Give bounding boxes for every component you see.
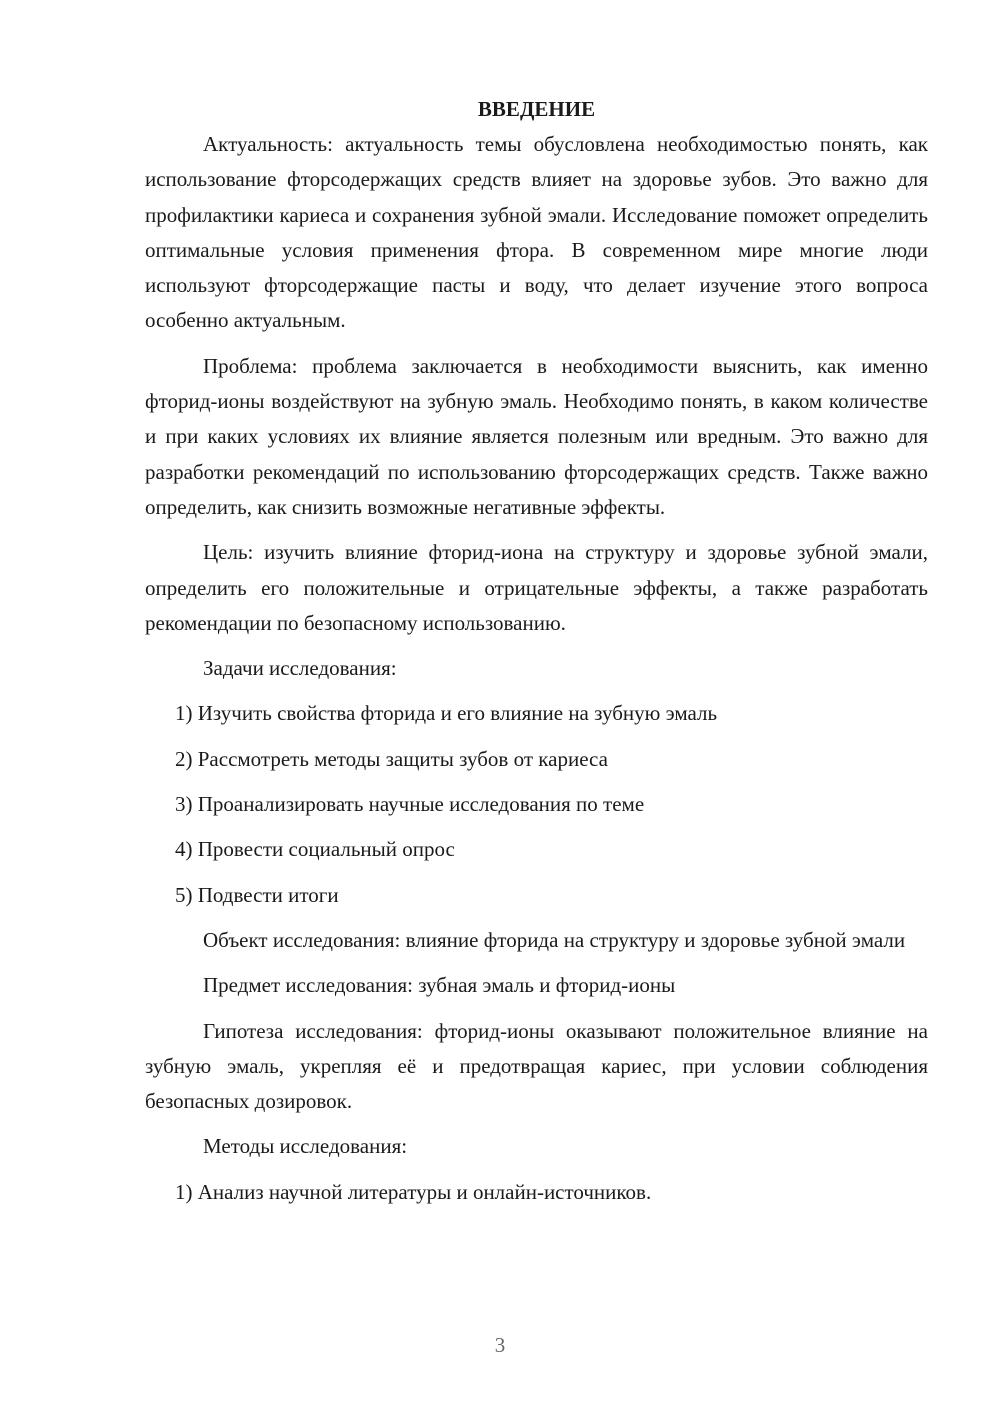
page-number: 3	[494, 1333, 506, 1357]
task-item: 1) Изучить свойства фторида и его влияние на зубную эмаль	[175, 701, 718, 726]
page-content	[145, 92, 928, 1220]
goal-paragraph: Цель: изучить влияние фторид-иона на структуру и здоровье зубной эмали, определить его положительные и отрицательные эффекты, а также разработать рекомендации по безопасному использованию.	[145, 540, 928, 635]
task-item: 4) Провести социальный опрос	[175, 837, 455, 862]
object-paragraph: Объект исследования: влияние фторида на структуру и здоровье зубной эмали	[203, 927, 906, 952]
task-item: 5) Подвести итоги	[175, 882, 339, 907]
task-item: 2) Рассмотреть методы защиты зубов от кариеса	[175, 746, 608, 771]
hypothesis-paragraph: Гипотеза исследования: фторид-ионы оказывают положительное влияние на зубную эмаль, укрепляя её и предотвращая кариес, при условии соблюдения безопасных дозировок.	[145, 1018, 928, 1114]
task-item: 3) Проанализировать научные исследования по теме	[175, 792, 645, 817]
problem-paragraph: Проблема: проблема заключается в необходимости выяснить, как именно фторид-ионы воздействуют на зубную эмаль. Необходимо понять, в каком количестве и при каких условиях их влияние является полезным или вредным. Это важно для разработки рекомендаций по использованию фторсодержащих средств. Также важно определить, как снизить возможные негативные эффекты.	[145, 353, 928, 519]
section-title: ВВЕДЕНИЕ	[477, 97, 596, 121]
relevance-paragraph: Актуальность: актуальность темы обусловлена необходимостью понять, как использование фторсодержащих средств влияет на здоровье зубов. Это важно для профилактики кариеса и сохранения зубной эмали. Исследование поможет определить оптимальные условия применения фтора. В современном мире многие люди используют фторсодержащие пасты и воду, что делает изучение этого вопроса особенно актуальным.	[145, 132, 928, 333]
methods-heading: Методы исследования:	[203, 1134, 408, 1159]
tasks-heading: Задачи исследования:	[203, 656, 397, 681]
subject-paragraph: Предмет исследования: зубная эмаль и фторид-ионы	[203, 973, 676, 998]
method-item: 1) Анализ научной литературы и онлайн-источников.	[175, 1179, 652, 1204]
